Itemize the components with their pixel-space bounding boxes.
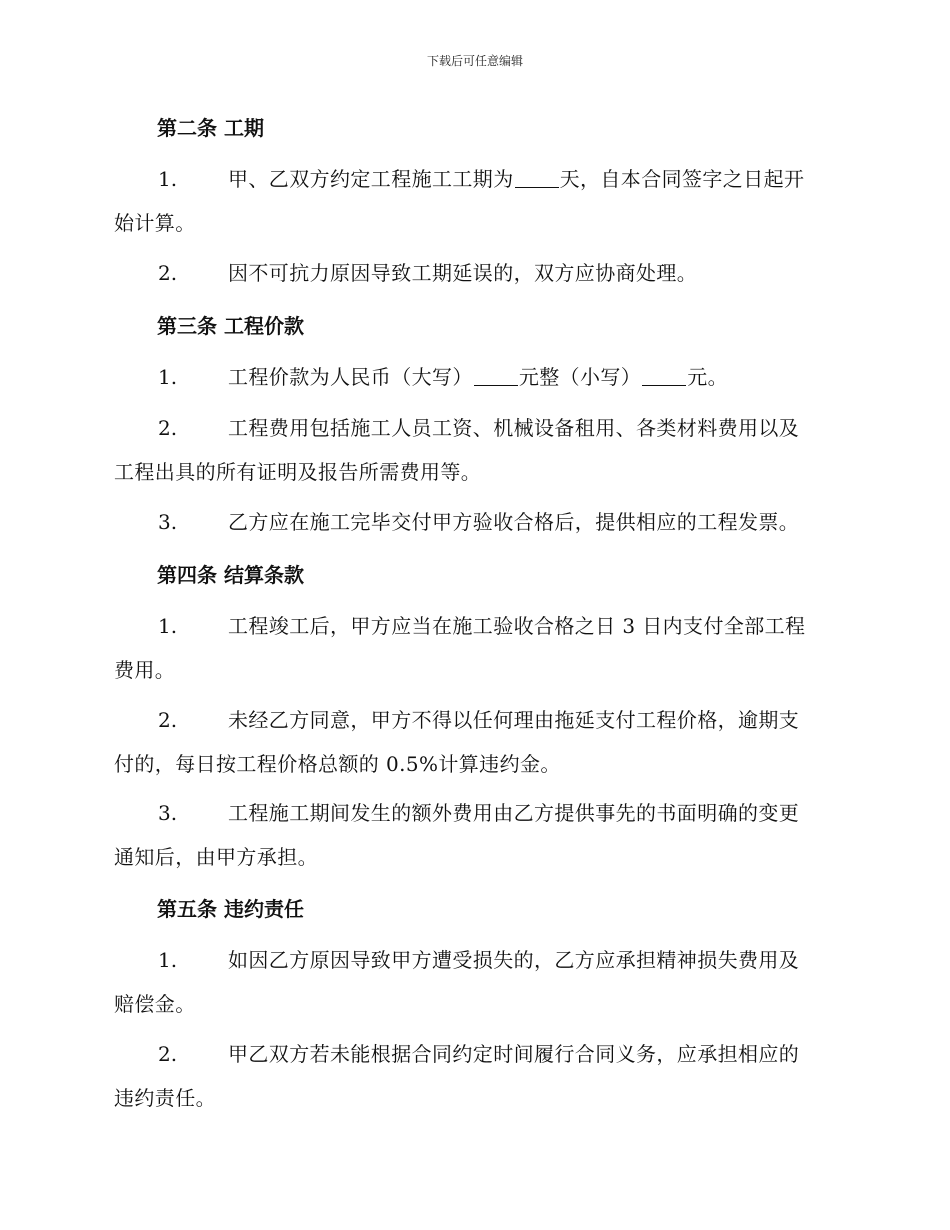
clause-item	[114, 406, 834, 494]
clause-continuation: 通知后，由甲方承担。	[114, 845, 318, 869]
clause-continuation: 赔偿金。	[114, 992, 196, 1016]
clause-number: 3.	[158, 801, 178, 825]
clause-item	[114, 500, 834, 544]
clause-number: 2.	[158, 261, 178, 285]
section-heading: 第三条 工程价款	[157, 314, 304, 338]
clause-text: 未经乙方同意，甲方不得以任何理由拖延支付工程价格，逾期支	[228, 708, 800, 732]
clause-number: 2.	[158, 416, 178, 440]
clause-item	[114, 157, 834, 245]
clause-text: 甲、乙双方约定工程施工工期为 天，自本合同签字之日起开	[228, 167, 805, 191]
fill-blank[interactable]	[474, 365, 518, 386]
clause-continuation: 违约责任。	[114, 1086, 216, 1110]
clause-text: 因不可抗力原因导致工期延误的，双方应协商处理。	[228, 261, 698, 285]
clause-item	[114, 791, 834, 879]
clause-continuation: 工程出具的所有证明及报告所需费用等。	[114, 460, 482, 484]
clause-item	[114, 698, 834, 786]
clause-item	[114, 604, 834, 692]
clause-number: 1.	[158, 167, 178, 191]
clause-continuation: 费用。	[114, 658, 176, 682]
clause-item	[114, 1032, 834, 1120]
clause-item	[114, 251, 834, 295]
clause-text: 工程施工期间发生的额外费用由乙方提供事先的书面明确的变更	[228, 801, 800, 825]
section-heading: 第五条 违约责任	[157, 897, 304, 921]
clause-text: 工程价款为人民币（大写） 元整（小写） 元。	[228, 365, 729, 389]
section-heading: 第四条 结算条款	[157, 563, 304, 587]
clause-text: 工程竣工后，甲方应当在施工验收合格之日 3 日内支付全部工程	[228, 614, 806, 638]
clause-number: 3.	[158, 510, 178, 534]
clause-text: 如因乙方原因导致甲方遭受损失的，乙方应承担精神损失费用及	[228, 948, 800, 972]
clause-number: 2.	[158, 1042, 178, 1066]
clause-continuation: 付的，每日按工程价格总额的 0.5%计算违约金。	[114, 752, 561, 776]
section-heading: 第二条 工期	[157, 116, 264, 140]
clause-continuation: 始计算。	[114, 211, 196, 235]
clause-number: 1.	[158, 365, 178, 389]
fill-blank[interactable]	[642, 365, 686, 386]
clause-number: 1.	[158, 948, 178, 972]
clause-number: 1.	[158, 614, 178, 638]
clause-text: 乙方应在施工完毕交付甲方验收合格后，提供相应的工程发票。	[228, 510, 800, 534]
clause-number: 2.	[158, 708, 178, 732]
clause-text: 甲乙双方若未能根据合同约定时间履行合同义务，应承担相应的	[228, 1042, 800, 1066]
clause-text: 工程费用包括施工人员工资、机械设备租用、各类材料费用以及	[228, 416, 800, 440]
fill-blank[interactable]	[515, 167, 559, 188]
page-header: 下载后可任意编辑	[426, 54, 523, 68]
clause-item	[114, 938, 834, 1026]
clause-item	[114, 355, 834, 399]
